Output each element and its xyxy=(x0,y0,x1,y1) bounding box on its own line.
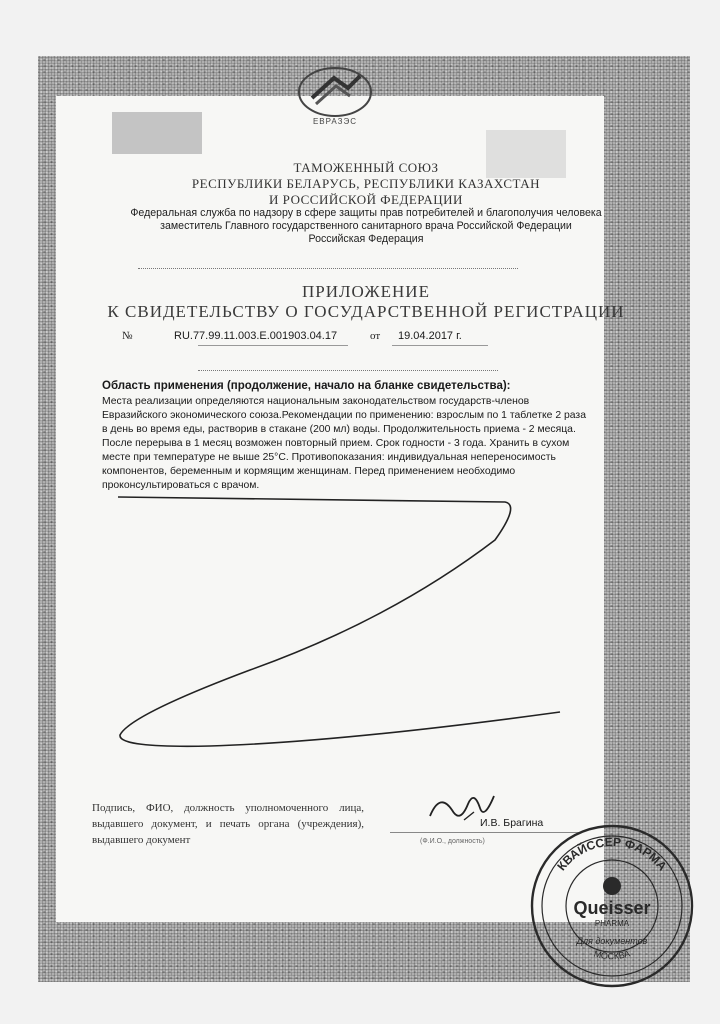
number-label: № xyxy=(122,330,133,342)
company-seal-stamp xyxy=(528,822,696,990)
agency-line3: Российская Федерация xyxy=(308,233,424,245)
union-title-line2: РЕСПУБЛИКИ БЕЛАРУСЬ, РЕСПУБЛИКИ КАЗАХСТАН xyxy=(191,176,541,191)
stamp-brand-icon xyxy=(603,877,621,895)
stamp-sub-brand: PHARMA xyxy=(594,919,630,928)
stamp-top-text: КВАЙССЕР ФАРМА xyxy=(554,834,670,874)
section-text: Места реализации определяются национальным законодательством государств-членов Евразийского экономического союза.Рекомендации по применению: взрослым по 1 таблетке 2 раза в день во время еды, растворив в стакане (200 мл) воды. Продолжительность приема - 2 месяца. После перерыва в 1 месяц возможен повторный прием. Срок годности - 3 года. Хранить в сухом месте при температуре не выше 25°C. Противопоказания: индивидуальная непереносимость компонентов, беременным и кормящим женщинам. Перед применением необходимо проконсультироваться с врачом. xyxy=(102,396,586,491)
agency-line1: Федеральная служба по надзору в сфере защиты прав потребителей и благополучия человека xyxy=(130,207,602,219)
signatory-name: И.В. Брагина xyxy=(480,817,544,829)
stamp-docs-label: Для документов xyxy=(576,936,648,946)
union-title-line1: ТАМОЖЕННЫЙ СОЮЗ xyxy=(293,160,439,175)
svg-text:КВАЙССЕР ФАРМА xyxy=(554,835,670,874)
svg-text:МОСКВА xyxy=(593,948,631,961)
date-label: от xyxy=(370,330,381,342)
doc-title-line1: ПРИЛОЖЕНИЕ xyxy=(302,282,430,301)
stamp-city: МОСКВА xyxy=(592,948,632,962)
agency-line2: заместитель Главного государственного санитарного врача Российской Федерации xyxy=(160,220,572,232)
signature-caption: Подпись, ФИО, должность уполномоченного лица, выдавшего документ, и печать органа (учреждения), выдавшего документ xyxy=(92,802,364,846)
doc-title-line2: К СВИДЕТЕЛЬСТВУ О ГОСУДАРСТВЕННОЙ РЕГИСТРАЦИИ xyxy=(107,302,625,321)
section-heading: Область применения (продолжение, начало на бланке свидетельства): xyxy=(102,380,511,392)
union-title-line3: И РОССИЙСКОЙ ФЕДЕРАЦИИ xyxy=(269,192,463,207)
registration-number: RU.77.99.11.003.E.001903.04.17 xyxy=(174,330,338,342)
stamp-brand: Queisser xyxy=(573,898,651,918)
signature-under-caption: (Ф.И.О., должность) xyxy=(420,838,485,845)
logo-caption: ЕВРАЗЭС xyxy=(312,117,358,126)
registration-date: 19.04.2017 г. xyxy=(398,330,462,342)
